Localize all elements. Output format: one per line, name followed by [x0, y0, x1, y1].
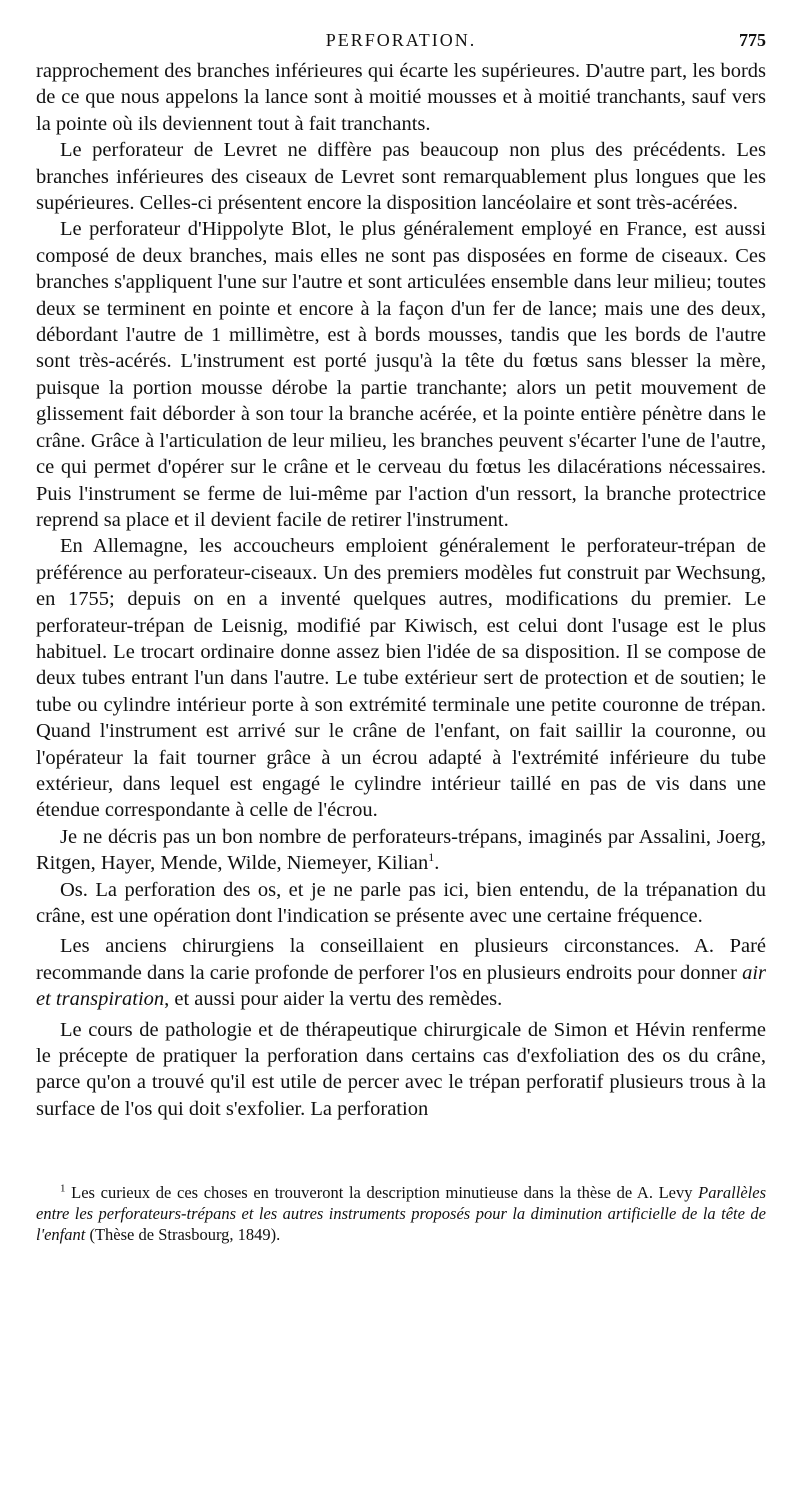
paragraph-pare-before: Les anciens chirurgiens la conseillaient en plusieurs circonstances. A. Paré recommande dans la carie profonde de perforer l'os en plusieurs endroits pour donner	[36, 935, 766, 984]
page	[36, 30, 766, 1245]
footnotes	[36, 1182, 766, 1245]
running-head	[36, 30, 766, 58]
footnote-1	[36, 1182, 766, 1245]
paragraph-levret: Le perforateur de Levret ne diffère pas beaucoup non plus des précédents. Les branches inférieures des ciseaux de Levret sont remarquablement plus longues que les supérieures. Celles-ci présentent encore la disposition lancéolaire et sont très-acérées.	[36, 139, 766, 215]
page-number: 775	[739, 30, 766, 50]
footnote-reference: 1	[428, 850, 435, 865]
paragraph-perforateurs-list	[36, 824, 766, 877]
paragraph-pare-italic: air et transpiration	[36, 961, 766, 1011]
footnote-mark: 1	[60, 1182, 66, 1195]
paragraph-os: Os. La perforation des os, et je ne parle pas ici, bien entendu, de la trépanation du crâne, est une opération dont l'indication se présente avec une certaine fréquence.	[36, 878, 766, 927]
paragraph-cours: Le cours de pathologie et de thérapeutique chirurgicale de Simon et Hévin renferme le précepte de pratiquer la perforation dans certains cas d'exfoliation des os du crâne, parce qu'on a trouvé qu'il est utile de percer avec le trépan perforatif plusieurs trous à la surface de l'os qui doit s'exfolier. La perforation	[36, 1018, 766, 1120]
paragraph-continuation: rapprochement des branches inférieures qui écarte les supérieures. D'autre part, les bords de ce que nous appelons la lance sont à moitié mousses et à moitié tranchants, sauf vers la pointe où ils deviennent tout à fait tranchants.	[36, 60, 766, 135]
paragraph-pare	[36, 933, 766, 1012]
paragraph-perforateurs-end: .	[434, 852, 440, 875]
running-title: PERFORATION.	[325, 30, 477, 50]
paragraph-allemagne: En Allemagne, les accoucheurs emploient généralement le perforateur-trépan de préférence au perforateur-ciseaux. Un des premiers modèles fut construit par Wechsung, en 1755; depuis on en a inventé quelques autres, modifications du premier. Le perforateur-trépan de Leisnig, modifié par Kiwisch, est celui dont l'usage est le plus habituel. Le trocart ordinaire donne assez bien l'idée de sa disposition. Il se compose de deux tubes entrant l'un dans l'autre. Le tube extérieur sert de protection et de soutien; le tube ou cylindre intérieur porte à son extrémité terminale une petite couronne de trépan. Quand l'instrument est arrivé sur le crâne de l'enfant, on fait saillir la couronne, ou l'opérateur la fait tourner grâce à un écrou adapté à l'extrémité inférieure du tube extérieur, dans lequel est engagé le cylindre intérieur taillé en pas de vis dans une étendue correspondante à celle de l'écrou.	[36, 535, 766, 822]
footnote-italic: Parallèles entre les perforateurs-trépans et les autres instruments proposés pour la diminution artificielle de la tête de l'enfant	[36, 1183, 766, 1245]
footnote-before: Les curieux de ces choses en trouveront la description minutieuse dans la thèse de A. Levy	[65, 1183, 699, 1203]
paragraph-blot: Le perforateur d'Hippolyte Blot, le plus généralement employé en France, est aussi composé de deux branches, mais elles ne sont pas disposées en forme de ciseaux. Ces branches s'appliquent l'une sur l'autre et sont articulées ensemble dans leur milieu; toutes deux se terminent en pointe et encore à la façon d'un fer de lance; mais une des deux, débordant l'autre de 1 millimètre, est à bords mousses, tandis que les bords de l'autre sont très-acérés. L'instrument est porté jusqu'à la tête du fœtus sans blesser la mère, puisque la portion mousse dérobe la partie tranchante; alors un petit mouvement de glissement fait déborder à son tour la branche acérée, et la pointe entière pénètre dans le crâne. Grâce à l'articulation de leur milieu, les branches peuvent s'écarter l'une de l'autre, ce qui permet d'opérer sur le crâne et le cerveau du fœtus les dilacérations nécessaires. Puis l'instrument se ferme de lui-même par l'action d'un ressort, la branche protectrice reprend sa place et il devient facile de retirer l'instrument.	[36, 218, 766, 531]
footnote-after: (Thèse de Strasbourg, 1849).	[85, 1225, 281, 1245]
paragraph-pare-after: , et aussi pour aider la vertu des remèdes.	[164, 988, 503, 1011]
body-text	[36, 58, 766, 1122]
paragraph-perforateurs-text: Je ne décris pas un bon nombre de perforateurs-trépans, imaginés par Assalini, Joerg, Ritgen, Hayer, Mende, Wilde, Niemeyer, Kilian	[36, 825, 766, 875]
